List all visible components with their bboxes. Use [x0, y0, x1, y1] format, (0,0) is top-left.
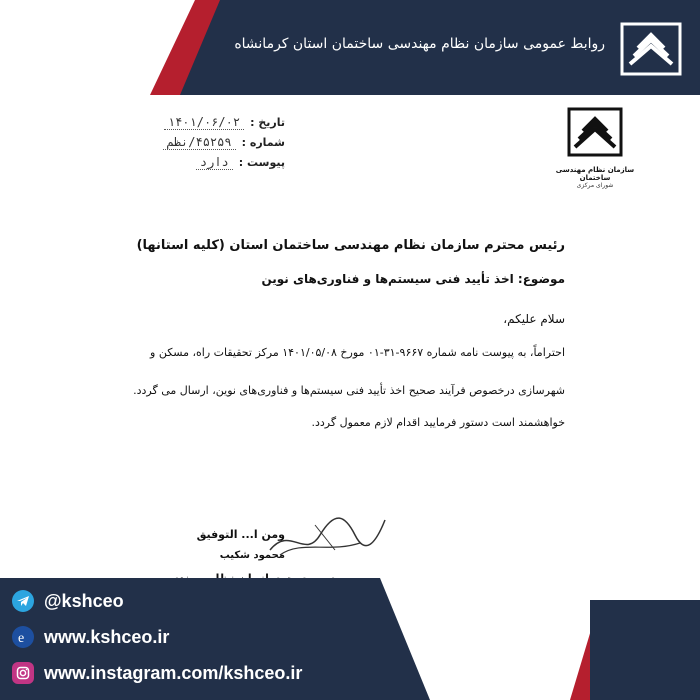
org-letterhead-logo [555, 105, 635, 195]
signer-name: محمود شکیب [219, 550, 285, 561]
org-roof-logo-icon [565, 105, 625, 160]
org-roof-logo-icon [620, 18, 682, 80]
subject-line: موضوع: اخذ تأیید فنی سیستم‌ها و فناوری‌های نوین [261, 272, 565, 286]
date-row [95, 112, 285, 132]
number-label: شماره : [241, 135, 285, 149]
telegram-handle: @kshceo [44, 590, 124, 611]
header-title: روابط عمومی سازمان نظام مهندسی ساختمان استان کرمانشاه [234, 36, 605, 52]
internet-explorer-icon [12, 626, 34, 648]
recipient-line: رئیس محترم سازمان نظام مهندسی ساختمان استان (کلیه استانها) [136, 238, 565, 253]
header-banner [0, 0, 700, 95]
date-value: ۱۴۰۱/۰۶/۰۲ [164, 115, 244, 130]
svg-text:e: e [18, 631, 25, 645]
org-caption: سازمان نظام مهندسی ساختمان [555, 166, 635, 182]
org-subcaption: شورای مرکزی [576, 182, 614, 189]
footer-website[interactable] [12, 626, 169, 648]
letter-meta [95, 112, 285, 172]
footer-building-art [590, 600, 700, 700]
body-line-1: احتراماً، به پیوست نامه شماره ۹۶۶۷-۳۱-۰۱ مورخ ۱۴۰۱/۰۵/۰۸ مرکز تحقیقات راه، مسکن و [150, 346, 565, 359]
body-line-3: خواهشمند است دستور فرمایید اقدام لازم معمول گردد. [311, 416, 565, 429]
closing-line: ومن ا... التوفیق [196, 528, 285, 541]
attachment-value: دارد [196, 155, 233, 170]
official-letter [95, 100, 665, 590]
number-row [95, 132, 285, 152]
telegram-icon [12, 590, 34, 612]
website-url: www.kshceo.ir [44, 626, 170, 647]
greeting-line: سلام علیکم، [503, 312, 565, 326]
instagram-url: www.instagram.com/kshceo.ir [44, 662, 303, 683]
attachment-row [95, 152, 285, 172]
attachment-label: پیوست : [238, 155, 285, 169]
instagram-icon [12, 662, 34, 684]
body-line-2: شهرسازی درخصوص فرآیند صحیح اخذ تأیید فنی سیستم‌ها و فناوری‌های نوین، ارسال می گردد. [133, 384, 565, 397]
footer-telegram[interactable] [12, 590, 124, 612]
date-label: تاریخ : [250, 115, 285, 129]
footer-instagram[interactable] [12, 662, 302, 684]
number-value: ۴۵۲۵۹/نظم [163, 135, 236, 150]
